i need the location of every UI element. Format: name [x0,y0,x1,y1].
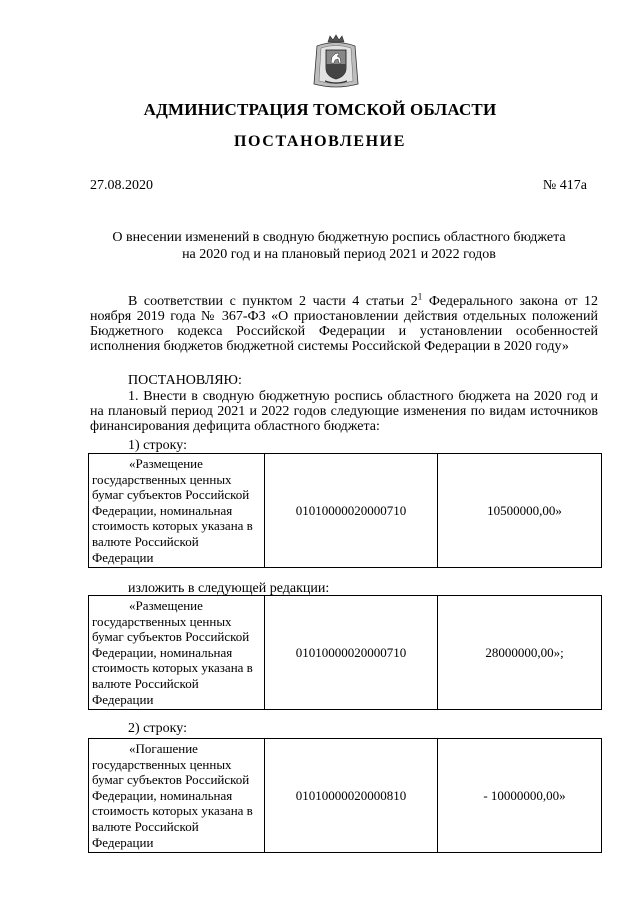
code-cell: 01010000020000710 [265,596,438,710]
source-name-rest: государственных ценных бумаг субъектов Российской Федерации, номинальная стоимость которых указана в валюте Российской Федерации [92,613,253,707]
source-name-first: «Размещение [129,456,203,471]
organization-title: АДМИНИСТРАЦИЯ ТОМСКОЙ ОБЛАСТИ [143,100,497,119]
preamble-superscript: 1 [417,291,423,302]
source-name-rest: государственных ценных бумаг субъектов Российской Федерации, номинальная стоимость которых указана в валюте Российской Федерации [92,756,253,850]
decree-word: ПОСТАНОВЛЯЮ: [128,373,242,388]
amount-cell: 10500000,00» [438,454,602,568]
sub-item-2-label: 2) строку: [128,721,187,736]
document-date: 27.08.2020 [90,178,153,193]
table-original-row-2 [88,738,602,853]
subject-line-1: О внесении изменений в сводную бюджетную роспись областного бюджета [112,230,566,245]
document-subject [90,229,588,263]
amount-cell: - 10000000,00» [438,739,602,853]
replace-label: изложить в следующей редакции: [128,581,330,596]
source-name-cell [89,739,265,853]
code-cell: 01010000020000710 [265,454,438,568]
table-row [89,739,602,853]
item-1-paragraph: 1. Внести в сводную бюджетную роспись областного бюджета на 2020 год и на плановый период 2021 и 2022 годов следующие изменения по видам источников финансирования дефицита областного бюджета: [90,389,598,434]
code-cell: 01010000020000810 [265,739,438,853]
source-name-cell [89,596,265,710]
subject-line-2: на 2020 год и на плановый период 2021 и 2022 годов [182,247,496,262]
source-name-rest: государственных ценных бумаг субъектов Российской Федерации, номинальная стоимость которых указана в валюте Российской Федерации [92,471,253,565]
preamble-paragraph [90,291,599,354]
source-name-first: «Погашение [129,741,198,756]
table-original-row-1 [88,453,602,568]
table-row [89,454,602,568]
document-type: ПОСТАНОВЛЕНИЕ [234,133,406,150]
preamble-text-1: В соответствии с пунктом 2 части 4 статьи 2 [128,294,418,309]
sub-item-1-label: 1) строку: [128,438,187,453]
coat-of-arms-icon [311,34,361,90]
table-new-row-1 [88,595,602,710]
table-row [89,596,602,710]
source-name-cell [89,454,265,568]
source-name-first: «Размещение [129,598,203,613]
preamble-text-2: Федерального закона от 12 ноября 2019 года № 367-ФЗ «О приостановлении действия отдельных положений Бюджетного кодекса Российской Федерации и установлении особенностей исполнения бюджетов бюджетной системы Российской Федерации в 2020 году» [90,294,599,354]
document-number: № 417а [542,178,587,193]
amount-cell: 28000000,00»; [438,596,602,710]
